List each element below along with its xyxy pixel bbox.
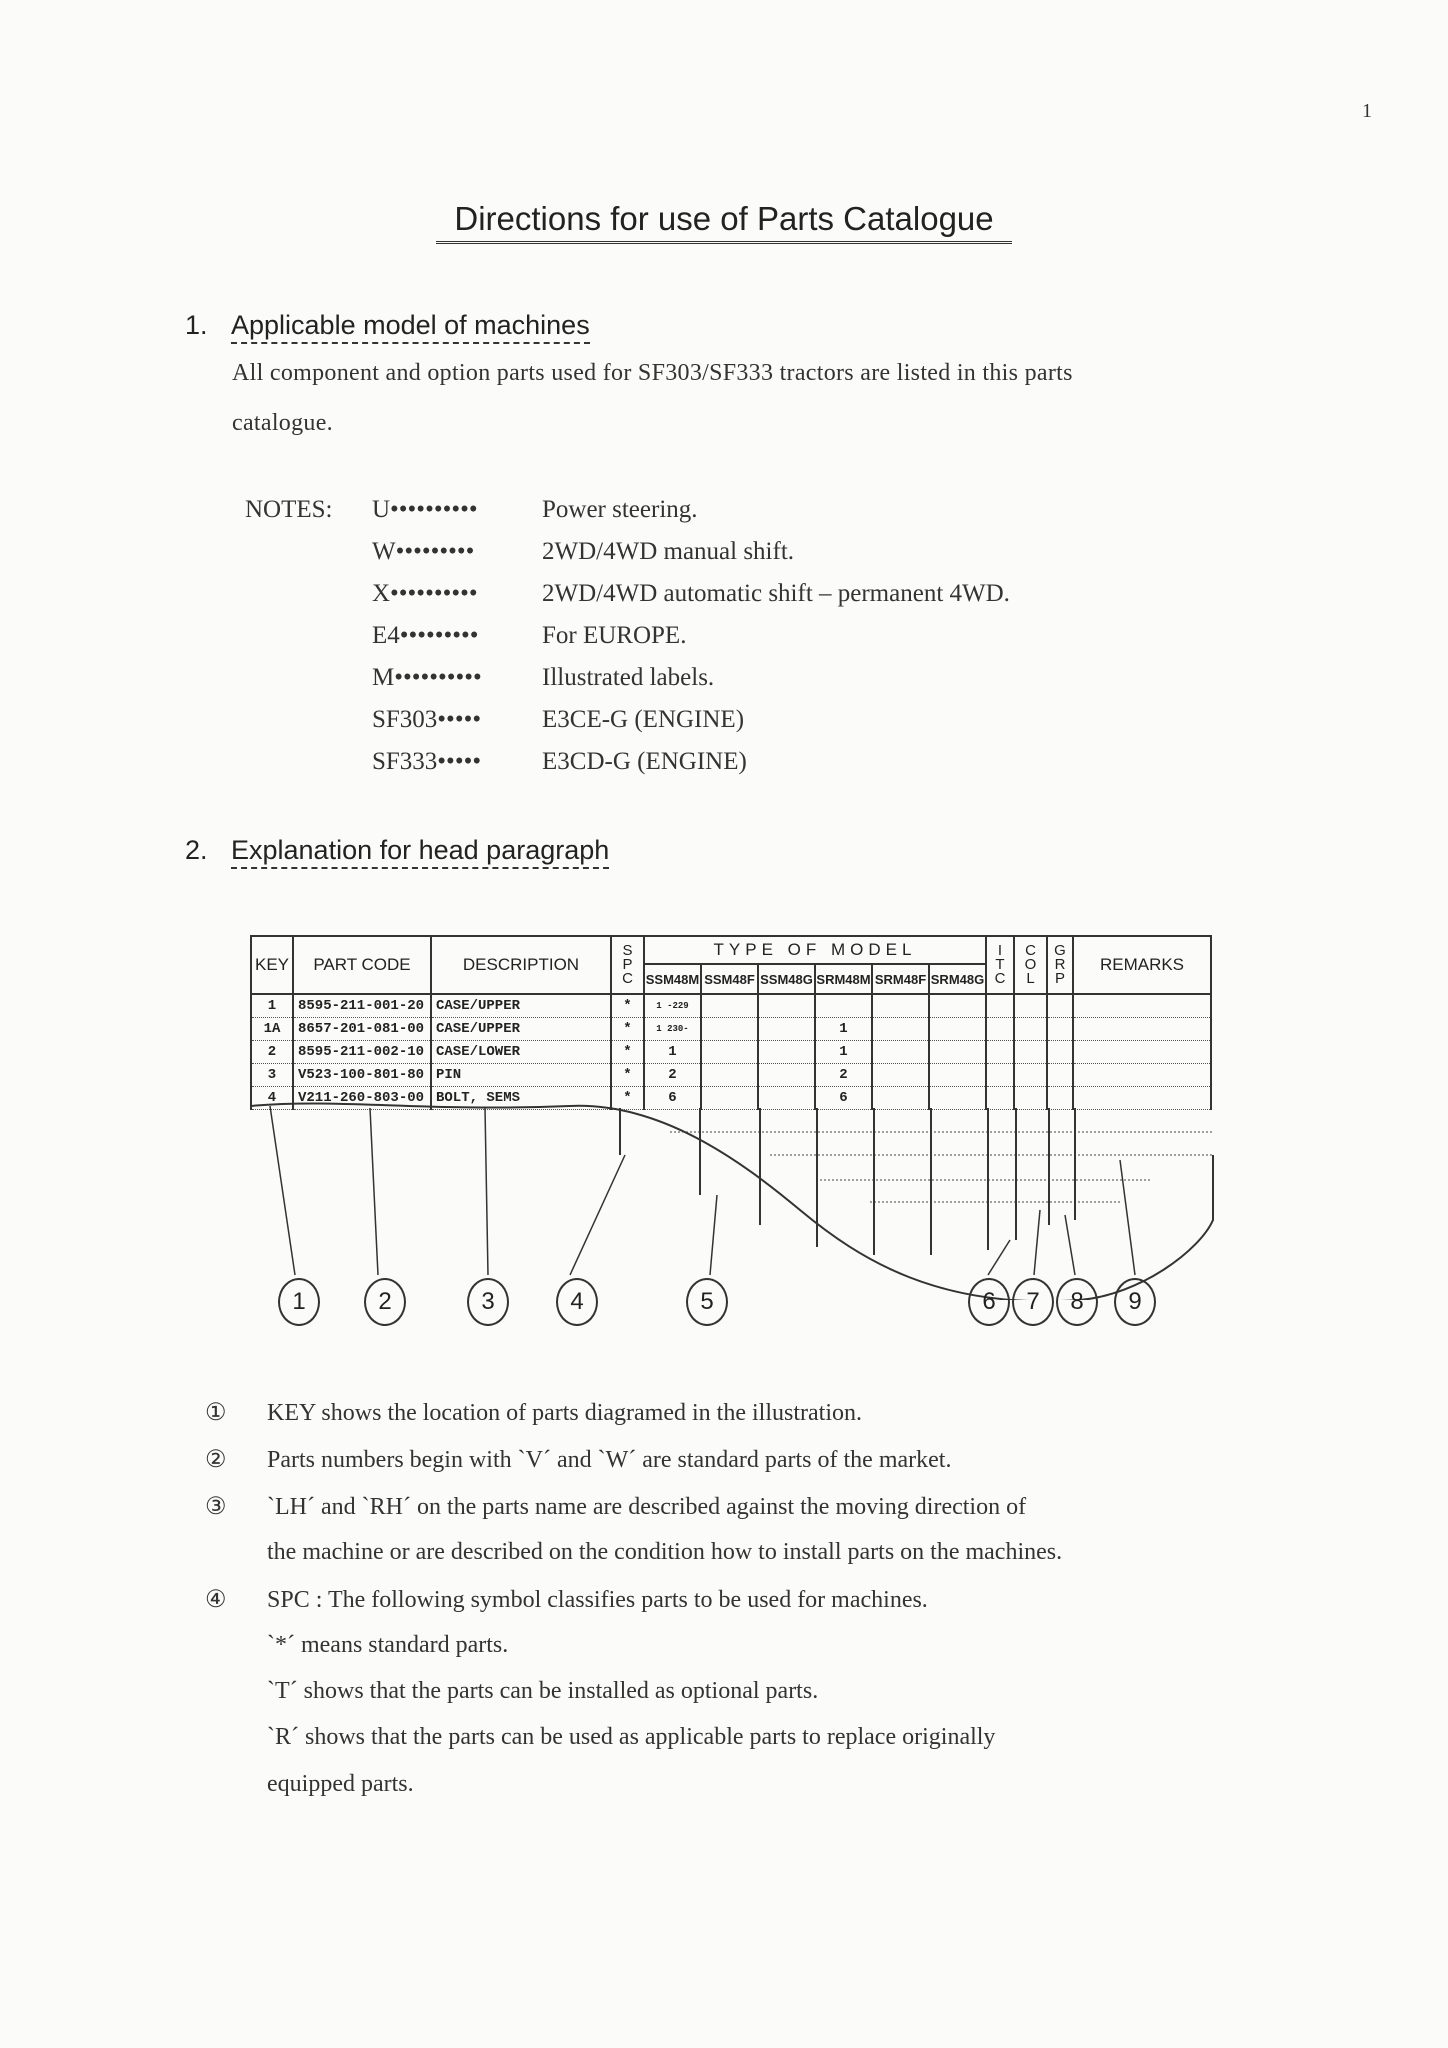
header-model: SRM48G	[929, 964, 986, 994]
callout-1: 1	[278, 1278, 320, 1326]
spc-symbol-standard: `*´ means standard parts.	[267, 1632, 509, 1658]
table-row: 3 V523-100-801-80 PIN * 2 2	[251, 1064, 1211, 1087]
table-torn-edge-diagram	[240, 1100, 1240, 1300]
section-1-text: All component and option parts used for SF303/SF333 tractors are listed in this parts catalogue.	[232, 360, 1073, 436]
page-number: 1	[1362, 100, 1372, 122]
header-type-of-model: TYPE OF MODEL	[644, 936, 986, 964]
header-spc: S P C	[611, 936, 644, 994]
spc-symbol-optional: `T´ shows that the parts can be installed as optional parts.	[267, 1678, 819, 1704]
explanation-item: ④ SPC : The following symbol classifies parts to be used for machines.	[205, 1587, 928, 1613]
callout-5: 5	[686, 1278, 728, 1326]
header-description: DESCRIPTION	[431, 936, 611, 994]
note-item: U•••••••••• Power steering.	[372, 496, 698, 523]
callout-8: 8	[1056, 1278, 1098, 1326]
note-item: X•••••••••• 2WD/4WD automatic shift – permanent 4WD.	[372, 580, 1010, 607]
sample-parts-table	[250, 935, 1212, 1110]
callout-3: 3	[467, 1278, 509, 1326]
note-item: SF333••••• E3CD-G (ENGINE)	[372, 748, 747, 775]
header-key: KEY	[251, 936, 293, 994]
note-item: E4••••••••• For EUROPE.	[372, 622, 687, 649]
section-1-heading: 1. Applicable model of machines	[185, 310, 590, 341]
callout-9: 9	[1114, 1278, 1156, 1326]
header-model: SSM48F	[701, 964, 758, 994]
header-model: SRM48F	[872, 964, 929, 994]
explanation-item: ② Parts numbers begin with `V´ and `W´ are standard parts of the market.	[205, 1447, 952, 1473]
section-2-heading: 2. Explanation for head paragraph	[185, 835, 609, 866]
page-title: Directions for use of Parts Catalogue	[0, 200, 1448, 244]
spc-symbol-replace-cont: equipped parts.	[267, 1771, 414, 1797]
header-itc: I T C	[986, 936, 1014, 994]
table-row: 1 8595-211-001-20 CASE/UPPER * 1 -229	[251, 994, 1211, 1018]
callout-7: 7	[1012, 1278, 1054, 1326]
header-model: SSM48M	[644, 964, 701, 994]
callout-4: 4	[556, 1278, 598, 1326]
table-row: 1A 8657-201-081-00 CASE/UPPER * 1 230- 1	[251, 1018, 1211, 1041]
header-grp: G R P	[1047, 936, 1073, 994]
table-row: 2 8595-211-002-10 CASE/LOWER * 1 1	[251, 1041, 1211, 1064]
table-row: 4 V211-260-803-00 BOLT, SEMS * 6 6	[251, 1087, 1211, 1110]
header-model: SRM48M	[815, 964, 872, 994]
header-col: C O L	[1014, 936, 1047, 994]
callout-2: 2	[364, 1278, 406, 1326]
header-part-code: PART CODE	[293, 936, 431, 994]
header-model: SSM48G	[758, 964, 815, 994]
spc-symbol-replace: `R´ shows that the parts can be used as applicable parts to replace originally	[267, 1724, 996, 1750]
callout-6: 6	[968, 1278, 1010, 1326]
header-remarks: REMARKS	[1073, 936, 1211, 994]
explanation-item: ③ `LH´ and `RH´ on the parts name are described against the moving direction of	[205, 1494, 1027, 1520]
note-item: M•••••••••• Illustrated labels.	[372, 664, 715, 691]
note-item: W••••••••• 2WD/4WD manual shift.	[372, 538, 795, 565]
explanation-item: ① KEY shows the location of parts diagramed in the illustration.	[205, 1400, 862, 1426]
notes-label: NOTES:	[245, 496, 333, 523]
note-item: SF303••••• E3CE-G (ENGINE)	[372, 706, 745, 733]
explanation-continuation: the machine or are described on the condition how to install parts on the machines.	[267, 1539, 1063, 1565]
